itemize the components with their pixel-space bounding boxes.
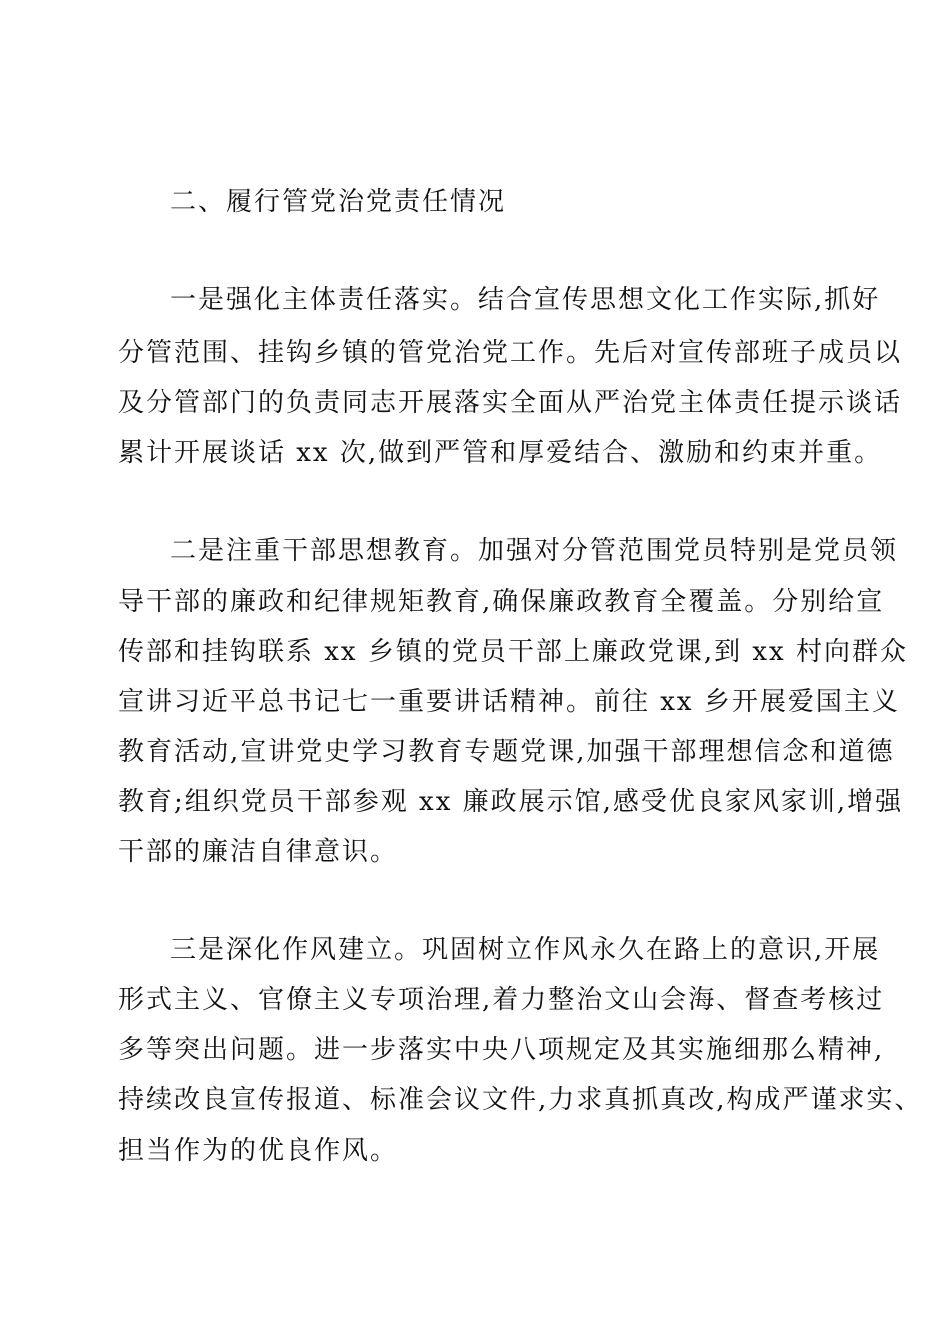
paragraph-2-line-3: 传部和挂钩联系 xx 乡镇的党员干部上廉政党课,到 xx 村向群众: [118, 637, 908, 667]
paragraph-2-line-1: 二是注重干部思想教育。加强对分管范围党员特别是党员领: [170, 536, 899, 566]
paragraph-3-line-1: 三是深化作风建立。巩固树立作风永久在路上的意识,开展: [170, 935, 881, 965]
paragraph-3-line-5: 担当作为的优良作风。: [118, 1136, 399, 1166]
paragraph-3-line-3: 多等突出问题。进一步落实中央八项规定及其实施细那么精神,: [118, 1035, 885, 1065]
paragraph-1-line-1: 一是强化主体责任落实。结合宣传思想文化工作实际,抓好: [170, 285, 881, 315]
paragraph-3-line-2: 形式主义、官僚主义专项治理,着力整治文山会海、督查考核过: [118, 985, 885, 1015]
paragraph-2-line-6: 教育;组织党员干部参观 xx 廉政展示馆,感受优良家风家训,增强: [118, 787, 904, 817]
paragraph-2-line-2: 导干部的廉政和纪律规矩教育,确保廉政教育全覆盖。分别给宣: [118, 587, 885, 617]
paragraph-1-line-2: 分管范围、挂钩乡镇的管党治党工作。先后对宣传部班子成员以: [118, 338, 903, 368]
paragraph-1-line-3: 及分管部门的负责同志开展落实全面从严治党主体责任提示谈话: [118, 388, 903, 418]
paragraph-1-line-4: 累计开展谈话 xx 次,做到严管和厚爱结合、激励和约束并重。: [118, 438, 883, 468]
paragraph-2-line-7: 干部的廉洁自律意识。: [118, 837, 399, 867]
section-heading: 二、履行管党治党责任情况: [170, 187, 507, 217]
paragraph-2-line-4: 宣讲习近平总书记七一重要讲话精神。前往 xx 乡开展爱国主义: [118, 687, 900, 717]
paragraph-3-line-4: 持续改良宣传报道、标准会议文件,力求真抓真改,构成严谨求实、: [118, 1085, 923, 1115]
paragraph-2-line-5: 教育活动,宣讲党史学习教育专题党课,加强干部理想信念和道德: [118, 737, 895, 767]
